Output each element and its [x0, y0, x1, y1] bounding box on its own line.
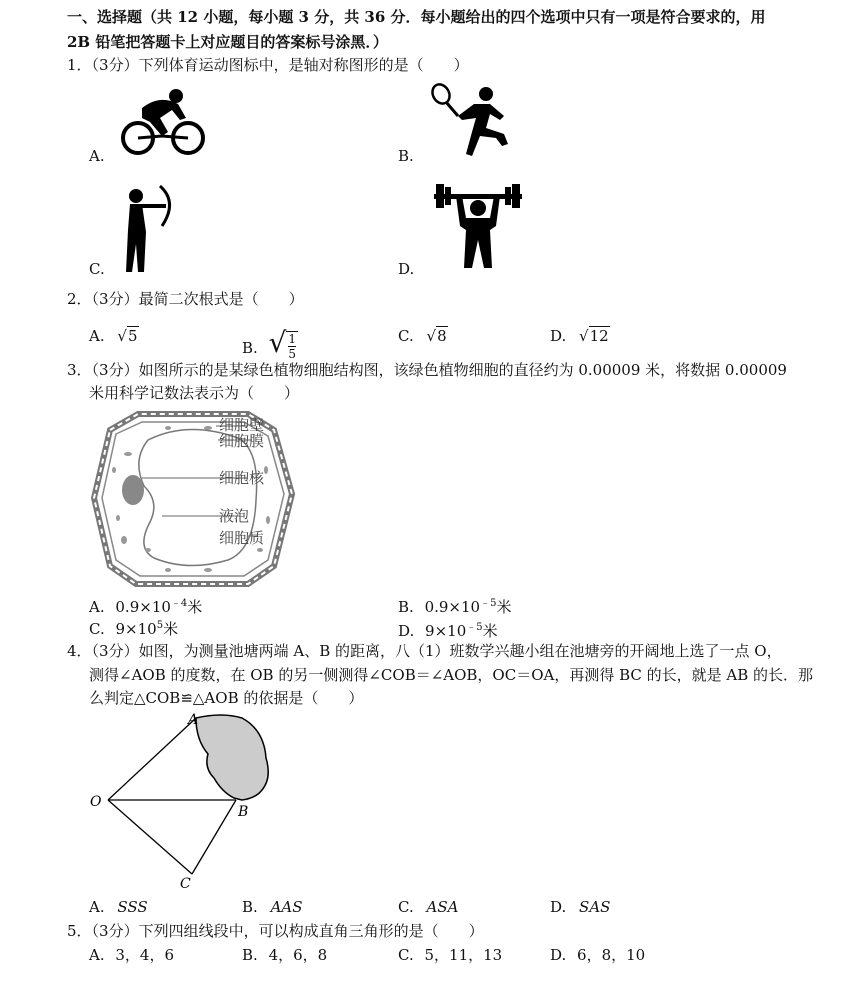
- q2-option-c-label: C.: [398, 327, 414, 345]
- q4-option-b-label: B.: [242, 898, 258, 916]
- point-o-label: O: [90, 794, 102, 810]
- q3-option-c-unit: 米: [163, 620, 179, 638]
- q2-option-d[interactable]: [550, 327, 610, 345]
- q3-option-d[interactable]: [398, 618, 498, 641]
- nucleus: [122, 475, 144, 505]
- q3-option-c-label: C.: [89, 620, 105, 638]
- q4-option-a-value: SSS: [117, 898, 148, 916]
- q3-option-b[interactable]: [398, 594, 511, 617]
- q3-option-b-unit: 米: [496, 598, 512, 616]
- radical-sign: √: [579, 327, 589, 345]
- q5-option-d-label: D.: [550, 946, 567, 964]
- q1-option-b-label[interactable]: B.: [398, 147, 414, 165]
- point-a-label: A: [188, 712, 199, 728]
- q2-option-b-fraction: [286, 331, 298, 361]
- section-heading-line2: 2B 铅笔把答题卡上对应题目的答案标号涂黑．）: [67, 33, 388, 51]
- q4-option-c-label: C.: [398, 898, 414, 916]
- q3-option-a-mantissa: 0.9×10: [115, 598, 171, 616]
- label-cell-wall: 细胞壁: [219, 416, 265, 434]
- pond-shape: [196, 715, 268, 800]
- radical-sign: √: [268, 326, 287, 359]
- q5-option-c-value: 5，11，13: [424, 946, 503, 964]
- q3-option-d-exp: ﹣5: [466, 622, 483, 633]
- q4-option-d[interactable]: [550, 898, 610, 916]
- q1-option-c-label[interactable]: C.: [89, 260, 105, 278]
- question-4-stem-line1: 4．（3分）如图，为测量池塘两端 A、B 的距离，八（1）班数学兴趣小组在池塘旁的开阔地上选了一点 O，: [67, 642, 782, 660]
- weightlifter-icon: [432, 178, 524, 270]
- q3-option-a-exp: ﹣4: [170, 598, 188, 609]
- q4-option-d-value: SAS: [579, 898, 611, 916]
- question-5-stem: 5．（3分）下列四组线段中，可以构成直角三角形的是（ ）: [67, 922, 484, 940]
- q4-option-a[interactable]: [89, 898, 148, 916]
- q2-option-c-radicand: 8: [437, 327, 447, 345]
- plant-cell-diagram: [88, 410, 308, 590]
- question-4-stem-line2: 测得∠AOB 的度数，在 OB 的另一侧测得∠COB＝∠AOB，OC＝OA，再测得 BC 的长，就是 AB 的长．那: [89, 666, 814, 684]
- question-3-stem-line1: 3．（3分）如图所示的是某绿色植物细胞结构图，该绿色植物细胞的直径约为 0.00009 米，将数据 0.00009: [67, 361, 787, 379]
- q3-option-d-unit: 米: [482, 622, 498, 640]
- q1-option-d-label[interactable]: D.: [398, 260, 415, 278]
- point-b-label: B: [238, 804, 249, 820]
- pond-geometry-diagram: [86, 708, 286, 894]
- q2-option-c[interactable]: [398, 327, 448, 345]
- q4-option-c[interactable]: [398, 898, 458, 916]
- q5-option-c-label: C.: [398, 946, 414, 964]
- q1-option-a-label[interactable]: A.: [89, 147, 105, 165]
- question-1-stem: 1．（3分）下列体育运动图标中，是轴对称图形的是（ ）: [67, 56, 469, 74]
- question-2-stem: 2．（3分）最简二次根式是（ ）: [67, 290, 304, 308]
- q3-option-a-label: A.: [89, 598, 105, 616]
- q3-option-a[interactable]: [89, 594, 202, 617]
- q5-option-b-value: 4，6，8: [268, 946, 328, 964]
- q5-option-b-label: B.: [242, 946, 258, 964]
- q3-option-a-unit: 米: [187, 598, 203, 616]
- section-heading-line1: 一、选择题（共 12 小题，每小题 3 分，共 36 分．每小题给出的四个选项中只有一项是符合要求的，用: [67, 8, 766, 26]
- q2-option-d-radicand: 12: [589, 327, 609, 345]
- q3-option-b-mantissa: 0.9×10: [424, 598, 481, 616]
- point-c-label: C: [180, 876, 191, 892]
- label-cytoplasm: 细胞质: [219, 529, 265, 547]
- q4-option-b[interactable]: [242, 898, 303, 916]
- label-vacuole: 液泡: [219, 507, 250, 525]
- q5-option-a-label: A.: [89, 946, 105, 964]
- q2-option-b-denominator: 5: [288, 347, 297, 361]
- question-3-stem-line2: 米用科学记数法表示为（ ）: [89, 384, 300, 402]
- q3-option-b-label: B.: [398, 598, 414, 616]
- q2-option-b-numerator: 1: [288, 332, 297, 346]
- q3-option-d-mantissa: 9×10: [425, 622, 467, 640]
- q5-option-d-value: 6，8，10: [577, 946, 646, 964]
- radical-sign: √: [117, 327, 127, 345]
- cyclist-icon: [120, 88, 210, 160]
- label-nucleus: 细胞核: [219, 469, 265, 487]
- q4-option-c-value: ASA: [426, 898, 459, 916]
- q3-option-c-exp: 5: [156, 620, 164, 631]
- q3-option-c-mantissa: 9×10: [115, 620, 157, 638]
- q2-option-b-label: B.: [242, 339, 258, 357]
- q4-option-b-value: AAS: [270, 898, 303, 916]
- q2-option-d-label: D.: [550, 327, 567, 345]
- q2-option-b[interactable]: [242, 318, 298, 361]
- q5-option-d[interactable]: [550, 944, 645, 965]
- label-cell-membrane: 细胞膜: [219, 432, 265, 450]
- q3-option-b-exp: ﹣5: [480, 598, 497, 609]
- tennis-player-icon: [428, 82, 518, 158]
- q4-option-a-label: A.: [89, 898, 105, 916]
- q2-option-a-radicand: 5: [127, 327, 138, 345]
- q4-option-d-label: D.: [550, 898, 567, 916]
- q3-option-d-label: D.: [398, 622, 415, 640]
- archer-icon: [120, 182, 180, 274]
- q2-option-a[interactable]: [89, 327, 139, 345]
- radical-sign: √: [426, 327, 437, 345]
- q5-option-c[interactable]: [398, 944, 502, 965]
- question-4-stem-line3: 么判定△COB≌△AOB 的依据是（ ）: [89, 689, 364, 707]
- q2-option-a-label: A.: [89, 327, 105, 345]
- q5-option-b[interactable]: [242, 944, 327, 965]
- q5-option-a-value: 3，4，6: [115, 946, 175, 964]
- q3-option-c[interactable]: [89, 618, 178, 639]
- q5-option-a[interactable]: [89, 944, 174, 965]
